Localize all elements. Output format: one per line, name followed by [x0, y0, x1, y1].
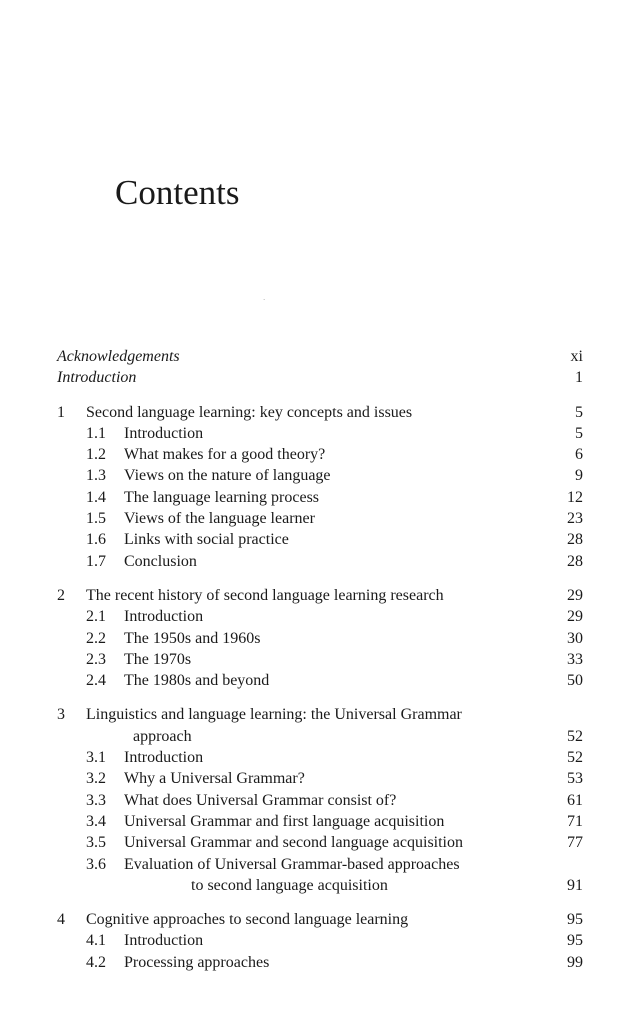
toc-section-entry[interactable] [57, 551, 583, 572]
chapter-title: Linguistics and language learning: the Universal Grammar [86, 706, 462, 724]
chapter-title-continued: approach [133, 727, 192, 745]
chapter-title: Second language learning: key concepts and issues [86, 403, 413, 421]
section-number: 3.1 [86, 749, 106, 767]
entry-title: Acknowledgements [57, 348, 180, 365]
toc-section-entry-continued[interactable] [57, 875, 583, 896]
toc-section-entry[interactable] [57, 930, 583, 951]
section-page: 52 [567, 749, 583, 767]
section-number: 3.3 [86, 791, 106, 809]
chapter-group [57, 909, 583, 973]
section-page: 28 [567, 552, 583, 570]
section-page: 30 [567, 629, 583, 647]
section-page: 53 [567, 770, 583, 788]
section-number: 2.1 [86, 608, 106, 626]
toc-chapter-entry[interactable] [57, 585, 583, 606]
toc-section-entry[interactable] [57, 487, 583, 508]
section-title: Conclusion [124, 552, 197, 570]
toc-section-entry[interactable] [57, 790, 583, 811]
page-title: Contents [115, 173, 240, 212]
section-title: Views on the nature of language [124, 467, 331, 485]
chapter-group [57, 585, 583, 691]
stray-mark-icon: ˑ [263, 296, 266, 305]
section-page: 12 [567, 488, 583, 506]
chapter-number: 4 [57, 911, 65, 929]
section-title: Introduction [124, 424, 204, 442]
section-number: 1.2 [86, 446, 106, 464]
chapter-page: 95 [567, 911, 583, 929]
toc-section-entry[interactable] [57, 811, 583, 832]
chapter-number: 2 [57, 586, 65, 604]
toc-section-entry[interactable] [57, 465, 583, 486]
section-page: 71 [567, 812, 583, 830]
toc-section-entry[interactable] [57, 832, 583, 853]
section-title: What does Universal Grammar consist of? [124, 791, 397, 809]
chapter-title: Cognitive approaches to second language learning [86, 911, 409, 929]
toc-entry-acknowledgements[interactable] [57, 346, 583, 367]
section-title: Introduction [124, 749, 204, 767]
section-title: What makes for a good theory? [124, 446, 326, 464]
toc-entry-introduction[interactable] [57, 367, 583, 388]
section-number: 4.1 [86, 932, 106, 950]
toc-section-entry[interactable] [57, 423, 583, 444]
chapter-number: 3 [57, 706, 65, 724]
entry-page: 1 [575, 369, 583, 387]
section-page: 28 [567, 531, 583, 549]
entry-page: xi [570, 348, 583, 365]
section-number: 1.3 [86, 467, 106, 485]
section-page: 9 [575, 467, 583, 485]
toc-section-entry[interactable] [57, 768, 583, 789]
section-title: Processing approaches [124, 953, 270, 971]
table-of-contents [57, 346, 583, 973]
toc-chapter-entry[interactable] [57, 909, 583, 930]
toc-section-entry[interactable] [57, 529, 583, 550]
section-number: 4.2 [86, 953, 106, 971]
toc-section-entry[interactable] [57, 444, 583, 465]
section-number: 1.4 [86, 488, 106, 506]
section-number: 1.5 [86, 510, 106, 528]
section-page: 29 [567, 608, 583, 626]
section-page: 91 [567, 876, 583, 894]
section-title: The 1950s and 1960s [124, 629, 261, 647]
toc-section-entry[interactable] [57, 649, 583, 670]
section-title: Views of the language learner [124, 510, 315, 528]
section-page: 95 [567, 932, 583, 950]
toc-section-entry[interactable] [57, 670, 583, 691]
toc-section-entry[interactable] [57, 854, 583, 875]
section-number: 3.6 [86, 855, 106, 873]
section-page: 23 [567, 510, 583, 528]
section-title-continued: to second language acquisition [191, 876, 388, 894]
section-title: The language learning process [124, 488, 320, 506]
section-number: 3.5 [86, 834, 106, 852]
toc-section-entry[interactable] [57, 606, 583, 627]
section-title: Why a Universal Grammar? [124, 770, 305, 788]
section-title: Universal Grammar and second language acquisition [124, 834, 463, 852]
toc-chapter-entry[interactable] [57, 704, 583, 725]
toc-section-entry[interactable] [57, 747, 583, 768]
section-page: 33 [567, 650, 583, 668]
section-number: 1.1 [86, 424, 106, 442]
section-number: 3.4 [86, 812, 106, 830]
chapter-page: 52 [567, 727, 583, 745]
toc-chapter-entry[interactable] [57, 402, 583, 423]
section-title: The 1970s [124, 650, 192, 668]
chapter-page: 5 [575, 403, 583, 421]
section-page: 77 [567, 834, 583, 852]
section-title: Evaluation of Universal Grammar-based approaches [124, 855, 460, 873]
section-page: 6 [575, 446, 583, 464]
section-title: Introduction [124, 932, 204, 950]
entry-title: Introduction [57, 369, 137, 387]
section-title: The 1980s and beyond [124, 672, 270, 690]
section-page: 61 [567, 791, 583, 809]
toc-section-entry[interactable] [57, 952, 583, 973]
section-number: 2.4 [86, 672, 106, 690]
section-page: 99 [567, 953, 583, 971]
chapter-number: 1 [57, 403, 65, 421]
toc-chapter-entry-continued[interactable] [57, 726, 583, 747]
chapter-title: The recent history of second language learning research [86, 586, 444, 604]
front-matter [57, 346, 583, 389]
section-number: 2.2 [86, 629, 106, 647]
toc-section-entry[interactable] [57, 508, 583, 529]
section-number: 1.7 [86, 552, 106, 570]
chapter-page: 29 [567, 586, 583, 604]
section-title: Universal Grammar and first language acquisition [124, 812, 445, 830]
toc-section-entry[interactable] [57, 628, 583, 649]
section-title: Links with social practice [124, 531, 289, 549]
section-number: 1.6 [86, 531, 106, 549]
section-number: 2.3 [86, 650, 106, 668]
section-page: 50 [567, 672, 583, 690]
chapter-group [57, 402, 583, 572]
chapter-group [57, 704, 583, 896]
section-title: Introduction [124, 608, 204, 626]
section-number: 3.2 [86, 770, 106, 788]
section-page: 5 [575, 424, 583, 442]
